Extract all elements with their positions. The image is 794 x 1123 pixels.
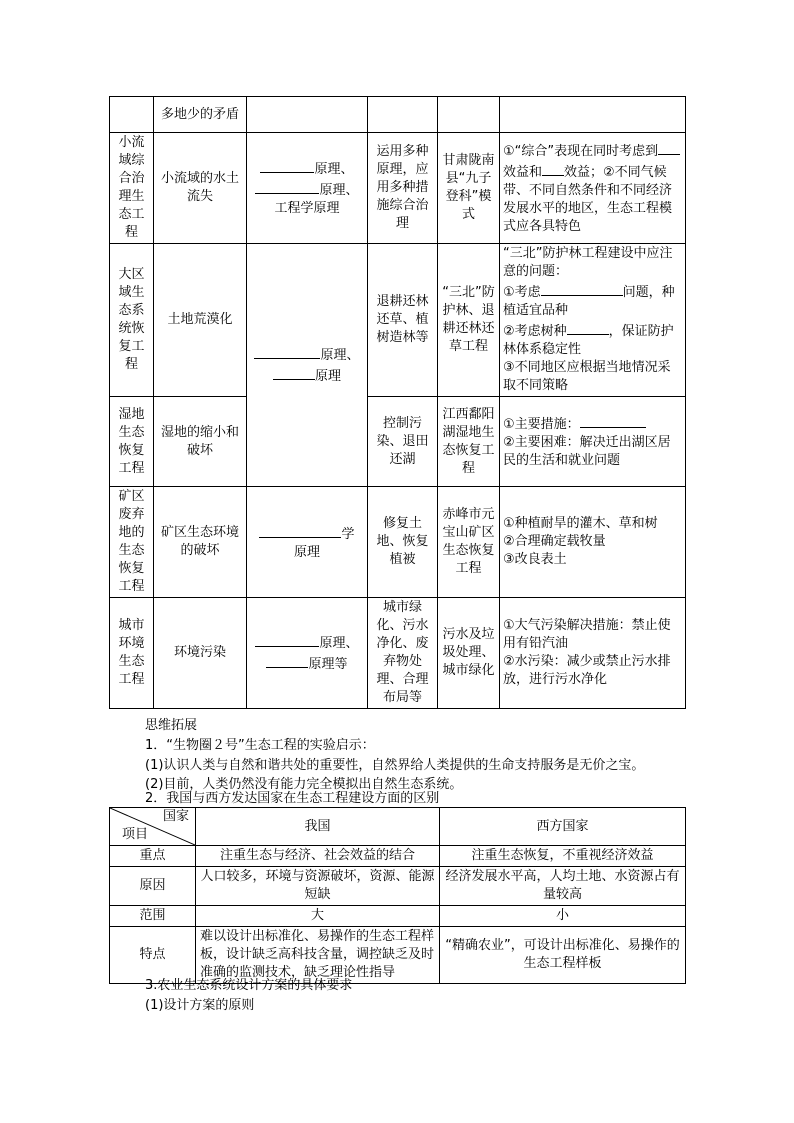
- table-row: [110, 906, 686, 927]
- table-row: [110, 927, 686, 984]
- fill-blank[interactable]: [260, 158, 314, 173]
- type-cell: 小流域综合治理生态工程: [110, 133, 154, 244]
- table-row: [110, 598, 686, 709]
- measures-cell: 控制污染、退田还湖: [368, 397, 438, 487]
- principle-cell: 原理、 原理、 工程学原理: [247, 133, 368, 244]
- case-cell: 甘肃陇南县“九子登科”模式: [438, 133, 500, 244]
- fill-blank[interactable]: [658, 140, 680, 155]
- table-row: [110, 397, 686, 487]
- fill-blank[interactable]: [254, 344, 320, 359]
- china-cell: 注重生态与经济、社会效益的结合: [196, 846, 440, 867]
- table-row: [110, 244, 686, 397]
- west-cell: “精确农业”，可设计出标准化、易操作的生态工程样板: [440, 927, 686, 984]
- problem-cell: 湿地的缩小和破坏: [154, 397, 247, 487]
- fill-blank[interactable]: [259, 523, 341, 538]
- measures-cell: 城市绿化、污水净化、废弃物处理、合理布局等: [368, 598, 438, 709]
- table-row: [110, 97, 686, 133]
- fill-blank[interactable]: [255, 632, 319, 647]
- fill-blank[interactable]: [266, 653, 308, 668]
- case-cell: 赤峰市元宝山矿区生态恢复工程: [438, 487, 500, 598]
- problem-cell: 小流域的水土流失: [154, 133, 247, 244]
- fill-blank[interactable]: [580, 413, 646, 428]
- col-header-china: 我国: [196, 808, 440, 846]
- fill-blank[interactable]: [542, 161, 564, 176]
- type-cell: 矿区废弃地的生态恢复工程: [110, 487, 154, 598]
- row-label: 特点: [110, 927, 196, 984]
- diagonal-header-cell: 国家 项目: [110, 808, 196, 846]
- type-cell: 湿地生态恢复工程: [110, 397, 154, 487]
- notes-cell: ①种植耐旱的灌木、草和树 ②合理确定载牧量 ③改良表土: [500, 487, 686, 598]
- type-cell: [110, 97, 154, 133]
- case-cell: 污水及垃圾处理、城市绿化: [438, 598, 500, 709]
- fill-blank[interactable]: [567, 320, 609, 335]
- problem-cell: 土地荒漠化: [154, 244, 247, 397]
- row-label: 重点: [110, 846, 196, 867]
- case-cell: 江西鄱阳湖湿地生态恢复工程: [438, 397, 500, 487]
- table-row: [110, 808, 686, 846]
- table-row: [110, 846, 686, 867]
- comparison-table: [109, 807, 686, 984]
- west-cell: 小: [440, 906, 686, 927]
- table-row: [110, 867, 686, 906]
- notes-cell: ①大气污染解决措施：禁止使用有铅汽油 ②水污染：减少或禁止污水排放，进行污水净化: [500, 598, 686, 709]
- type-cell: 大区域生态系统恢复工程: [110, 244, 154, 397]
- item3-sub: (1)设计方案的原则: [145, 998, 255, 1013]
- problem-cell: 环境污染: [154, 598, 247, 709]
- table-row: [110, 133, 686, 244]
- eco-engineering-table: [109, 96, 686, 709]
- china-cell: 大: [196, 906, 440, 927]
- notes-cell: ①主要措施： ②主要困难：解决迁出湖区居民的生活和就业问题: [500, 397, 686, 487]
- case-cell: [438, 97, 500, 133]
- section-title: 思维拓展: [145, 718, 198, 733]
- notes-cell: “三北”防护林工程建设中应注意的问题： ①考虑 问题，种植适宜品种 ②考虑树种 ，保证防护林体系稳定性 ③不同地区应根据当地情况采取不同策略: [500, 244, 686, 397]
- row-label: 原因: [110, 867, 196, 906]
- principle-cell: 原理、 原理: [247, 244, 368, 487]
- principle-cell: [247, 97, 368, 133]
- item2-title: 2．我国与西方发达国家在生态工程建设方面的区别: [145, 791, 440, 806]
- china-cell: 难以设计出标准化、易操作的生态工程样板，设计缺乏高科技含量，调控缺乏及时准确的监测技术，缺乏理论性指导: [196, 927, 440, 984]
- item1-point-a: (1)认识人类与自然和谐共处的重要性，自然界给人类提供的生命支持服务是无价之宝。: [145, 758, 645, 773]
- problem-cell: 多地少的矛盾: [154, 97, 247, 133]
- notes-cell: ①“综合”表现在同时考虑到效益和 效益；②不同气候带、不同自然条件和不同经济发展水平的地区，生态工程模式应各具特色: [500, 133, 686, 244]
- measures-cell: [368, 97, 438, 133]
- measures-cell: 退耕还林还草、植树造林等: [368, 244, 438, 397]
- case-cell: “三北”防护林、退耕还林还草工程: [438, 244, 500, 397]
- fill-blank[interactable]: [541, 281, 623, 296]
- west-cell: 注重生态恢复，不重视经济效益: [440, 846, 686, 867]
- measures-cell: 修复土地、恢复植被: [368, 487, 438, 598]
- col-header-west: 西方国家: [440, 808, 686, 846]
- notes-cell: [500, 97, 686, 133]
- fill-blank[interactable]: [273, 365, 315, 380]
- item1-point-b: (2)目前，人类仍然没有能力完全模拟出自然生态系统。: [145, 777, 463, 792]
- principle-cell: 学 原理: [247, 487, 368, 598]
- row-label: 范围: [110, 906, 196, 927]
- china-cell: 人口较多，环境与资源破坏，资源、能源短缺: [196, 867, 440, 906]
- fill-blank[interactable]: [255, 179, 319, 194]
- type-cell: 城市环境生态工程: [110, 598, 154, 709]
- west-cell: 经济发展水平高，人均土地、水资源占有量较高: [440, 867, 686, 906]
- problem-cell: 矿区生态环境的破坏: [154, 487, 247, 598]
- table-row: [110, 487, 686, 598]
- item3-title: 3.农业生态系统设计方案的具体要求: [145, 978, 353, 993]
- item1-title: 1．“生物圈２号”生态工程的实验启示：: [145, 738, 375, 753]
- measures-cell: 运用多种原理，应用多种措施综合治理: [368, 133, 438, 244]
- principle-cell: 原理、 原理等: [247, 598, 368, 709]
